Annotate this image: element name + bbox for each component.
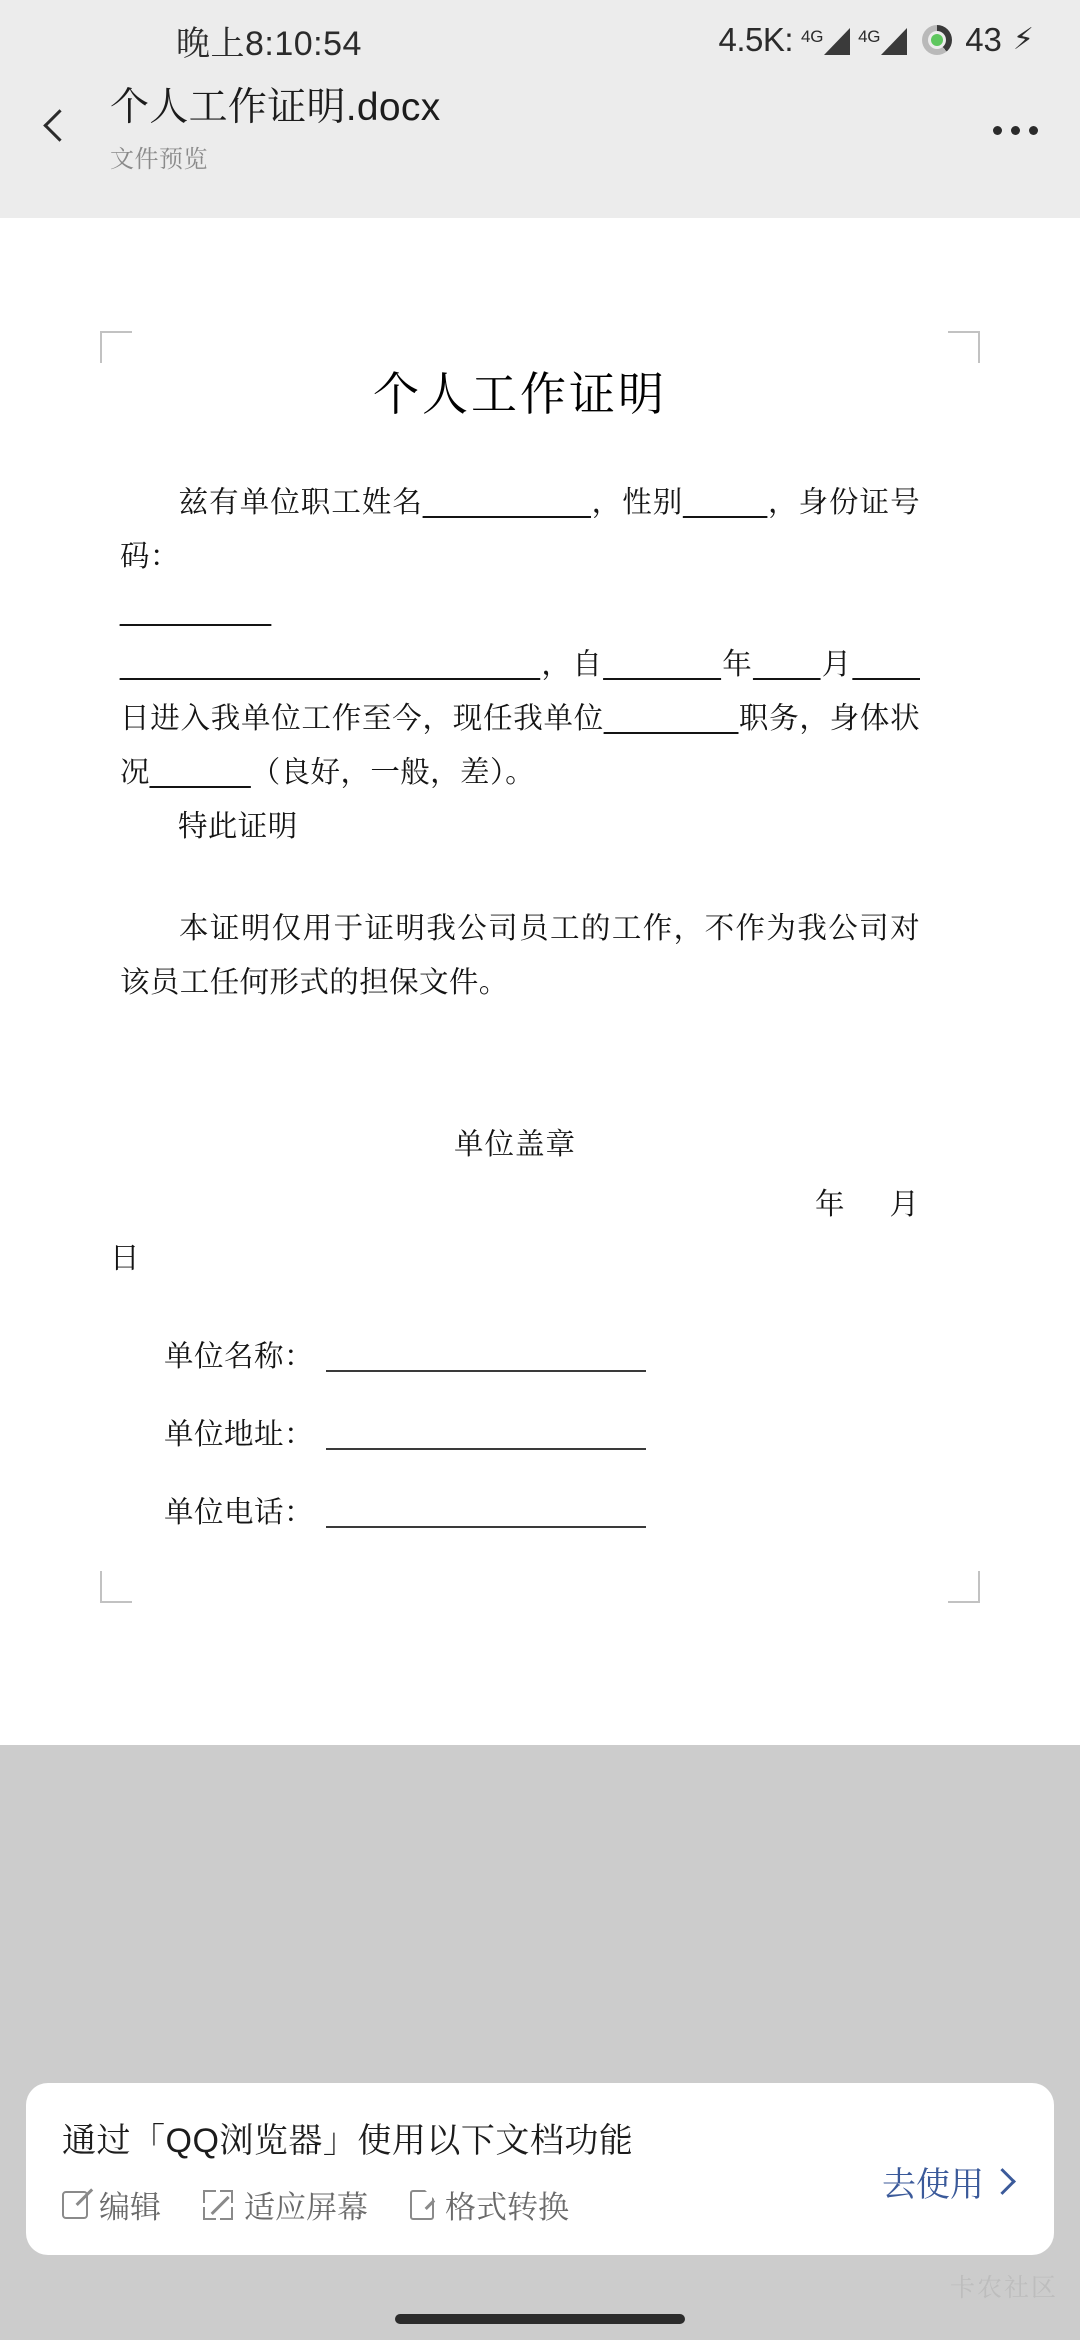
battery-level-text: 43 bbox=[965, 21, 1002, 58]
blank-year: _______ bbox=[603, 648, 722, 681]
fit-arrow bbox=[208, 2194, 229, 2215]
blank-day: ____ bbox=[852, 648, 920, 681]
company-info-fields bbox=[164, 1330, 920, 1540]
field-rule-company-name bbox=[326, 1370, 646, 1372]
document-paragraph-1 bbox=[120, 476, 920, 800]
file-convert-icon bbox=[410, 2190, 434, 2220]
status-indicators bbox=[718, 21, 1034, 59]
paragraph-2-text-c: 月 bbox=[820, 648, 853, 681]
promo-action-fit-screen-label: 适应屏幕 bbox=[244, 2190, 368, 2225]
more-dot-3 bbox=[1029, 126, 1038, 135]
qq-browser-promo-card[interactable] bbox=[26, 2083, 1054, 2255]
network-speed-text bbox=[718, 21, 793, 59]
more-dot-1 bbox=[993, 126, 1002, 135]
home-indicator[interactable] bbox=[395, 2314, 685, 2324]
document-paragraph-certify bbox=[120, 800, 920, 854]
network-speed-dots: : bbox=[784, 21, 794, 58]
signal-4g-icon bbox=[801, 25, 850, 55]
paragraph-2-text-a: ，自 bbox=[540, 648, 604, 681]
document-date-line bbox=[120, 1178, 920, 1232]
promo-action-format-convert-label: 格式转换 bbox=[445, 2190, 569, 2225]
promo-action-fit-screen[interactable] bbox=[203, 2182, 368, 2227]
network-speed-value: 4.5K bbox=[718, 21, 785, 58]
status-bar bbox=[0, 0, 1080, 80]
promo-action-edit-label: 编辑 bbox=[99, 2190, 161, 2225]
paragraph-2-text-f: （良好，一般，差）。 bbox=[250, 756, 536, 789]
status-clock: 晚上8:10:54 bbox=[176, 24, 362, 63]
crop-mark-bottom-right bbox=[948, 1571, 980, 1603]
fit-screen-icon bbox=[203, 2190, 233, 2220]
back-chevron-icon[interactable] bbox=[36, 108, 76, 148]
field-label-company-address: 单位地址： bbox=[164, 1418, 315, 1451]
blank-position: ________ bbox=[604, 702, 739, 735]
blank-health: ______ bbox=[149, 756, 251, 789]
date-month-label: 月 bbox=[889, 1188, 920, 1221]
document-preview-page[interactable] bbox=[0, 218, 1080, 1745]
blank-gender: _____ bbox=[683, 486, 768, 519]
paragraph-1-text-a: 兹有单位职工姓名 bbox=[178, 486, 423, 519]
promo-title: 通过「QQ浏览器」使用以下文档功能 bbox=[62, 2122, 634, 2160]
more-options-icon[interactable] bbox=[993, 126, 1038, 135]
watermark: 卡农社区 bbox=[949, 2274, 1058, 2302]
crop-mark-bottom-left bbox=[100, 1571, 132, 1603]
field-label-company-name: 单位名称： bbox=[164, 1340, 315, 1373]
promo-cta-button[interactable] bbox=[882, 2157, 1012, 2206]
date-year-label: 年 bbox=[814, 1188, 846, 1221]
field-rule-company-address bbox=[326, 1448, 646, 1450]
signal-2-bars-icon bbox=[881, 28, 907, 55]
crop-mark-top-right bbox=[948, 331, 980, 363]
document-body bbox=[110, 218, 920, 1564]
blank-id-part2: _________________________ bbox=[120, 648, 541, 681]
battery-center-dot bbox=[931, 34, 943, 46]
header-title-group bbox=[110, 86, 441, 174]
paragraph-1-text-c: ，身份证号码： bbox=[120, 486, 920, 573]
document-paragraph-note bbox=[120, 902, 920, 1010]
promo-actions bbox=[62, 2182, 633, 2227]
certify-text: 特此证明 bbox=[178, 810, 298, 843]
field-row-company-name bbox=[164, 1330, 920, 1384]
document-date-day-line bbox=[110, 1232, 920, 1286]
paragraph-1-text-b: ，性别 bbox=[591, 486, 684, 519]
paragraph-2-text-d: 日进入我单位工作至今，现任我单位 bbox=[120, 702, 605, 735]
promo-cta-label: 去使用 bbox=[882, 2166, 984, 2204]
more-dot-2 bbox=[1011, 126, 1020, 135]
signal-1-label: 4G bbox=[801, 27, 824, 46]
company-stamp-label: 单位盖章 bbox=[453, 1128, 576, 1161]
paragraph-2-text-e: 职务，身体状况 bbox=[120, 702, 920, 789]
signal-2-label: 4G bbox=[858, 27, 881, 46]
app-header bbox=[0, 80, 1080, 218]
paragraph-2-text-b: 年 bbox=[721, 648, 754, 681]
charging-bolt-icon: ⚡ bbox=[1012, 23, 1034, 56]
field-label-company-phone: 单位电话： bbox=[164, 1496, 315, 1529]
page-title: 个人工作证明.docx bbox=[110, 86, 441, 129]
signal-4g-icon-secondary bbox=[858, 25, 907, 55]
blank-month: ____ bbox=[753, 648, 821, 681]
promo-action-edit[interactable] bbox=[62, 2182, 161, 2227]
field-rule-company-phone bbox=[326, 1526, 646, 1528]
blank-name: __________ bbox=[422, 486, 592, 519]
field-row-company-phone bbox=[164, 1486, 920, 1540]
edit-icon bbox=[62, 2191, 88, 2219]
blank-id-part1: _________ bbox=[120, 594, 272, 627]
date-day-label: 日 bbox=[110, 1242, 140, 1275]
chevron-right-icon bbox=[989, 2168, 1016, 2195]
signal-1-bars-icon bbox=[824, 28, 850, 55]
promo-content bbox=[62, 2113, 633, 2227]
document-heading: 个人工作证明 bbox=[373, 368, 667, 420]
note-text: 本证明仅用于证明我公司员工的工作，不作为我公司对该员工任何形式的担保文件。 bbox=[120, 912, 920, 999]
field-row-company-address bbox=[164, 1408, 920, 1462]
battery-icon bbox=[922, 25, 952, 55]
promo-action-format-convert[interactable] bbox=[410, 2182, 569, 2227]
page-subtitle: 文件预览 bbox=[110, 145, 208, 173]
